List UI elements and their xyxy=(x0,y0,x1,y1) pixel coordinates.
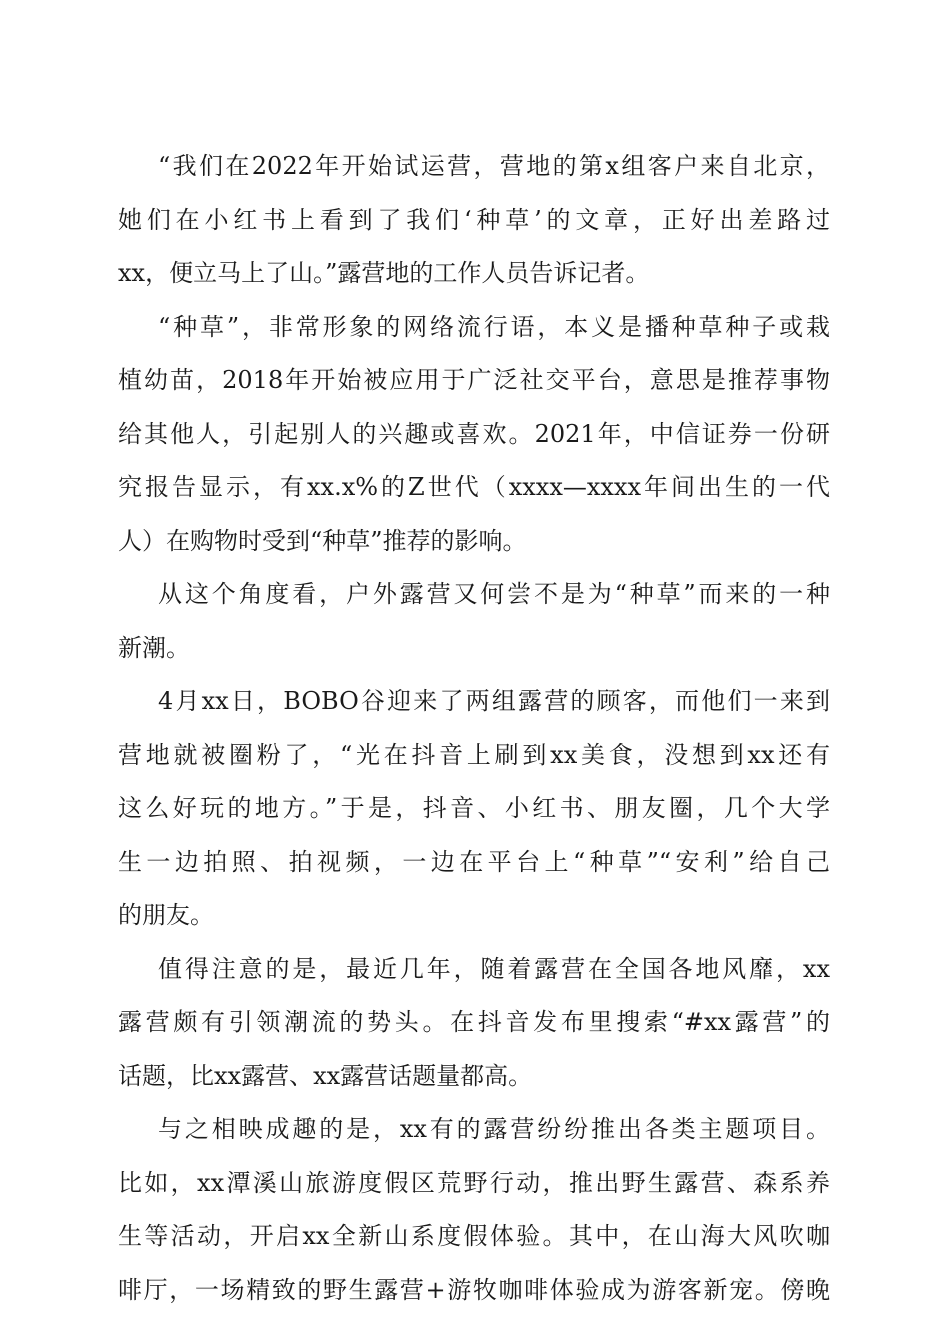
paragraph-5 xyxy=(118,943,830,1104)
paragraph-4 xyxy=(118,675,830,943)
text-line: 这么好玩的地方。”于是，抖音、小红书、朋友圈，几个大学 xyxy=(118,794,830,822)
article-body xyxy=(118,140,830,1317)
text-line: 营地就被圈粉了，“光在抖音上刷到xx美食，没想到xx还有 xyxy=(118,740,830,769)
text-line: 4月xx日，BOBO谷迎来了两组露营的顾客，而他们一来到 xyxy=(158,687,830,715)
text-line: 从这个角度看，户外露营又何尝不是为“种草”而来的一种 xyxy=(158,580,830,608)
text-line: 比如，xx潭溪山旅游度假区荒野行动，推出野生露营、森系养 xyxy=(118,1168,830,1197)
text-line: 生一边拍照、拍视频，一边在平台上“种草”“安利”给自己 xyxy=(118,847,830,876)
text-line: 人）在购物时受到“种草”推荐的影响。 xyxy=(118,526,527,555)
text-line: 与之相映成趣的是，xx有的露营纷纷推出各类主题项目。 xyxy=(158,1115,830,1143)
paragraph-2 xyxy=(118,301,830,569)
text-line: “我们在2022年开始试运营，营地的第x组客户来自北京， xyxy=(158,152,830,180)
text-line: 啡厅，一场精致的野生露营+游牧咖啡体验成为游客新宠。傍晚 xyxy=(118,1275,830,1304)
paragraph-3 xyxy=(118,568,830,675)
text-line: 露营颇有引领潮流的势头。在抖音发布里搜索“#xx露营”的 xyxy=(118,1008,830,1036)
text-line: 她们在小红书上看到了我们‘种草’的文章，正好出差路过 xyxy=(118,205,830,234)
text-line: 生等活动，开启xx全新山系度假体验。其中，在山海大风吹咖 xyxy=(118,1222,830,1250)
text-line: 究报告显示，有xx.x%的Z世代（xxxx—xxxx年间出生的一代 xyxy=(118,473,830,501)
text-line: 值得注意的是，最近几年，随着露营在全国各地风靡，xx xyxy=(158,954,830,983)
text-line: 话题，比xx露营、xx露营话题量都高。 xyxy=(118,1061,533,1090)
text-line: 植幼苗，2018年开始被应用于广泛社交平台，意思是推荐事物 xyxy=(118,366,830,394)
text-line: 新潮。 xyxy=(118,633,190,662)
text-line: 的朋友。 xyxy=(118,901,214,929)
text-line: “种草”，非常形象的网络流行语，本义是播种草种子或栽 xyxy=(158,312,830,341)
text-line: 给其他人，引起别人的兴趣或喜欢。2021年，中信证券一份研 xyxy=(118,419,830,448)
paragraph-6 xyxy=(118,1103,830,1317)
text-line: xx，便立马上了山。”露营地的工作人员告诉记者。 xyxy=(118,259,650,287)
paragraph-1 xyxy=(118,140,830,301)
